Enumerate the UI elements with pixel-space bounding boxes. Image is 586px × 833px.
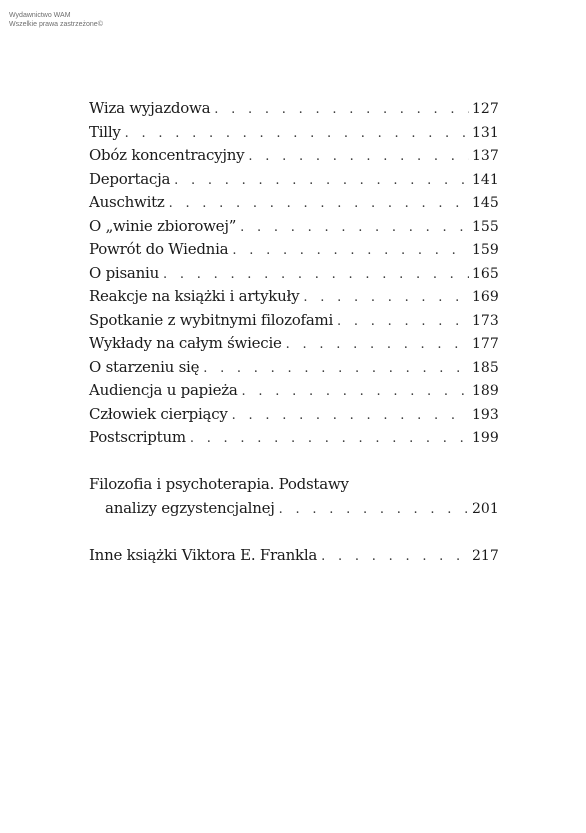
toc-entry-title: Obóz koncentracyjny — [89, 146, 245, 164]
toc-entry-page: 141 — [472, 171, 499, 188]
toc-entry-title: O pisaniu — [89, 263, 159, 282]
toc-entry-page: 165 — [472, 265, 499, 282]
toc-entry-title: Reakcje na książki i artykuły — [89, 287, 300, 305]
toc-dot-leader — [169, 192, 469, 216]
section-spacer — [89, 450, 498, 474]
toc-entry[interactable] — [89, 356, 498, 380]
toc-entry[interactable] — [89, 168, 498, 192]
toc-dot-leader — [232, 404, 469, 428]
toc-dot-leader — [279, 498, 469, 522]
toc-section-heading-line1[interactable] — [89, 473, 498, 497]
toc-entry-title: Człowiek cierpiący — [89, 404, 228, 423]
toc-entry[interactable] — [89, 285, 498, 309]
toc-entry[interactable] — [89, 544, 498, 568]
toc-entry[interactable] — [89, 262, 498, 286]
toc-entry[interactable] — [89, 97, 498, 121]
toc-entry-page: 145 — [472, 195, 499, 211]
toc-dot-leader — [190, 427, 469, 451]
toc-entry-page: 217 — [472, 547, 499, 564]
toc-dot-leader — [163, 263, 469, 287]
toc-entry-title: Wykłady na całym świecie — [89, 334, 282, 352]
toc-dot-leader — [214, 98, 469, 122]
toc-dot-leader — [232, 239, 469, 263]
toc-entry[interactable] — [89, 215, 498, 239]
toc-entry-page: 127 — [472, 101, 499, 117]
toc-dot-leader — [174, 169, 469, 193]
toc-dot-leader — [303, 286, 469, 310]
toc-entry-page: 173 — [472, 312, 499, 329]
toc-dot-leader — [321, 545, 469, 569]
toc-entry-title: Spotkanie z wybitnymi filozofami — [89, 310, 334, 329]
toc-entry-page: 199 — [472, 430, 499, 446]
toc-entry[interactable] — [89, 403, 498, 427]
toc-entry-title: Deportacja — [89, 169, 171, 188]
toc-entry[interactable] — [89, 426, 498, 450]
toc-entry-page: 131 — [472, 124, 499, 141]
toc-entry[interactable] — [89, 309, 498, 333]
toc-entry-page: 159 — [472, 242, 499, 258]
toc-entry-title: O starzeniu się — [89, 357, 200, 376]
watermark-copyright: Wszelkie prawa zastrzeżone© — [9, 21, 103, 28]
section-spacer — [89, 520, 498, 544]
toc-entry-title: Wiza wyjazdowa — [89, 99, 211, 117]
toc-entry-page: 177 — [472, 336, 499, 352]
toc-dot-leader — [242, 380, 469, 404]
toc-entry-title: O „winie zbiorowej” — [89, 216, 237, 235]
table-of-contents — [89, 97, 498, 567]
toc-dot-leader — [286, 333, 469, 357]
toc-entry[interactable] — [89, 379, 498, 403]
toc-entry-title: Auschwitz — [89, 193, 165, 211]
toc-entry-page: 155 — [472, 218, 499, 235]
toc-entry[interactable] — [89, 144, 498, 168]
toc-entry-title: Tilly — [89, 122, 121, 141]
toc-entry-page: 189 — [472, 383, 499, 399]
toc-dot-leader — [125, 122, 469, 146]
toc-entry-page: 193 — [472, 406, 499, 423]
toc-entry-page: 185 — [472, 359, 499, 376]
toc-entry[interactable] — [89, 332, 498, 356]
toc-entry-page: 137 — [472, 148, 499, 164]
toc-dot-leader — [337, 310, 469, 334]
toc-dot-leader — [203, 357, 469, 381]
toc-entry-title: Powrót do Wiednia — [89, 240, 229, 258]
watermark-publisher-name: Wydawnictwo WAM — [9, 12, 71, 19]
toc-entry[interactable] — [89, 238, 498, 262]
toc-entry-title: Audiencja u papieża — [89, 381, 238, 399]
toc-dot-leader — [240, 216, 469, 240]
toc-entry[interactable] — [89, 121, 498, 145]
toc-entry-title: Inne książki Viktora E. Frankla — [89, 545, 318, 564]
toc-section-title: Filozofia i psychoterapia. Podstawy — [89, 475, 349, 493]
toc-dot-leader — [248, 145, 469, 169]
toc-entry[interactable] — [89, 191, 498, 215]
toc-entry-title: analizy egzystencjalnej — [105, 498, 275, 517]
publisher-watermark — [9, 11, 103, 29]
toc-entry-title: Postscriptum — [89, 428, 186, 446]
toc-entry-page: 169 — [472, 289, 499, 305]
toc-entry-page: 201 — [472, 500, 499, 517]
toc-entry[interactable] — [89, 497, 498, 521]
